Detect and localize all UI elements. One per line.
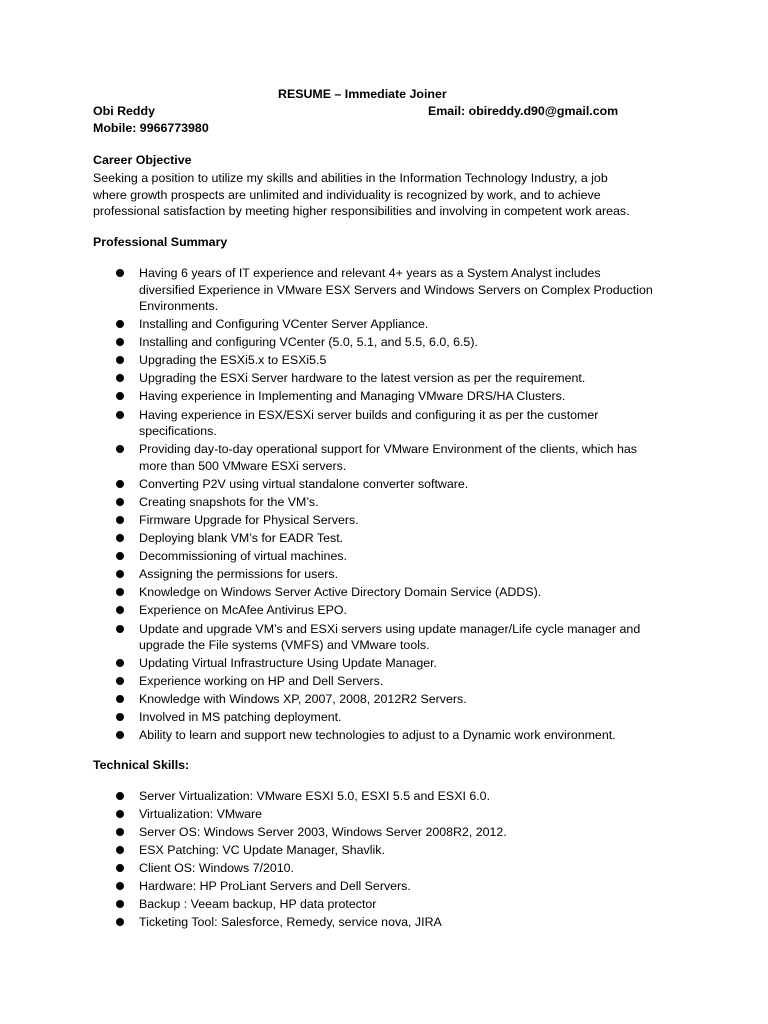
list-item-text [139, 727, 653, 744]
list-item [0, 566, 653, 583]
list-item-line: Environments. [139, 299, 219, 313]
list-item-text [139, 878, 507, 895]
bullet-icon [116, 731, 124, 739]
list-item-text [139, 388, 653, 405]
bullet-icon [116, 659, 124, 667]
list-item-line: Virtualization: VMware [139, 807, 263, 821]
bullet-icon [116, 846, 124, 854]
list-item-text [139, 602, 653, 619]
list-item-text [139, 691, 653, 708]
list-item [0, 727, 653, 744]
list-item-text [139, 407, 653, 440]
bullet-icon [116, 713, 124, 721]
list-item-text [139, 842, 507, 859]
list-item-text [139, 709, 653, 726]
bullet-icon [116, 570, 124, 578]
list-item-line: Backup : Veeam backup, HP data protector [139, 897, 377, 911]
candidate-name: Obi Reddy [93, 104, 155, 118]
list-item-line: Decommissioning of virtual machines. [139, 549, 347, 564]
list-item-text [139, 860, 507, 877]
list-item-line: Providing day-to-day operational support for VMware Environment of the clients, which has [139, 442, 637, 457]
list-item-text [139, 621, 653, 654]
bullet-icon [116, 338, 124, 346]
list-item [0, 788, 507, 805]
list-item [0, 548, 653, 565]
bullet-icon [116, 320, 124, 328]
list-item-line: Assigning the permissions for users. [139, 567, 339, 582]
bullet-icon [116, 534, 124, 542]
bullet-icon [116, 392, 124, 400]
list-item-line: Update and upgrade VM’s and ESXi servers using update manager/Life cycle manager and [139, 621, 641, 636]
list-item-line: Involved in MS patching deployment. [139, 710, 342, 725]
bullet-icon [116, 900, 124, 908]
list-item-line: more than 500 VMware ESXi servers. [139, 458, 347, 473]
list-item [0, 265, 653, 315]
list-item-line: Client OS: Windows 7/2010. [139, 861, 294, 875]
list-item-text [139, 673, 653, 690]
list-item-line: Converting P2V using virtual standalone converter software. [139, 476, 469, 491]
bullet-icon [116, 374, 124, 382]
list-item [0, 655, 653, 672]
list-item [0, 316, 653, 333]
bullet-icon [116, 810, 124, 818]
list-item-line: Installing and configuring VCenter (5.0, 5.1, and 5.5, 6.0, 6.5). [139, 335, 478, 350]
list-item-text [139, 265, 653, 315]
list-item-line: Upgrading the ESXi Server hardware to the latest version as per the requirement. [139, 371, 586, 386]
list-item [0, 602, 653, 619]
technical-skills-list [0, 788, 507, 932]
list-item [0, 914, 507, 931]
bullet-icon [116, 625, 124, 633]
list-item-text [139, 334, 653, 351]
list-item-text [139, 584, 653, 601]
objective-line: Seeking a position to utilize my skills and abilities in the Information Technology Industry, a job [93, 171, 608, 185]
list-item-line: Knowledge with Windows XP, 2007, 2008, 2012R2 Servers. [139, 692, 467, 707]
list-item-text [139, 655, 653, 672]
list-item-text [139, 566, 653, 583]
resume-title: RESUME – Immediate Joiner [278, 87, 447, 101]
bullet-icon [116, 588, 124, 596]
list-item-line: Having experience in ESX/ESXi server builds and configuring it as per the customer [139, 407, 599, 422]
bullet-icon [116, 269, 124, 277]
list-item-text [139, 806, 507, 823]
candidate-mobile: Mobile: 9966773980 [93, 121, 209, 135]
list-item-line: Creating snapshots for the VM’s. [139, 494, 319, 509]
list-item [0, 407, 653, 440]
list-item [0, 709, 653, 726]
bullet-icon [116, 677, 124, 685]
career-objective-text [93, 170, 693, 220]
list-item-text [139, 441, 653, 474]
list-item [0, 673, 653, 690]
candidate-email: Email: obireddy.d90@gmail.com [428, 104, 619, 118]
list-item-text [139, 512, 653, 529]
objective-line: where growth prospects are unlimited and individuality is recognized by work, and to achieve [93, 187, 601, 202]
list-item-line: Ticketing Tool: Salesforce, Remedy, service nova, JIRA [139, 915, 442, 929]
bullet-icon [116, 516, 124, 524]
list-item [0, 370, 653, 387]
list-item [0, 494, 653, 511]
list-item-text [139, 896, 507, 913]
list-item-text [139, 788, 507, 805]
list-item-line: specifications. [139, 424, 217, 439]
list-item-line: Knowledge on Windows Server Active Directory Domain Service (ADDS). [139, 585, 542, 600]
objective-line: professional satisfaction by meeting higher responsibilities and involving in competent work areas. [93, 204, 630, 218]
list-item-line: Experience working on HP and Dell Servers. [139, 674, 384, 689]
bullet-icon [116, 918, 124, 926]
list-item-line: Updating Virtual Infrastructure Using Update Manager. [139, 656, 437, 671]
bullet-icon [116, 498, 124, 506]
bullet-icon [116, 552, 124, 560]
list-item-line: Server OS: Windows Server 2003, Windows Server 2008R2, 2012. [139, 825, 507, 839]
list-item-line: Having 6 years of IT experience and relevant 4+ years as a System Analyst includes [139, 266, 601, 280]
list-item [0, 896, 507, 913]
list-item-text [139, 914, 507, 931]
bullet-icon [116, 356, 124, 364]
list-item [0, 476, 653, 493]
list-item [0, 352, 653, 369]
list-item [0, 878, 507, 895]
list-item-text [139, 548, 653, 565]
list-item [0, 530, 653, 547]
bullet-icon [116, 445, 124, 453]
list-item-text [139, 494, 653, 511]
list-item-line: Upgrading the ESXi5.x to ESXi5.5 [139, 353, 327, 368]
list-item-line: Firmware Upgrade for Physical Servers. [139, 512, 359, 527]
list-item [0, 584, 653, 601]
list-item-text [139, 530, 653, 547]
bullet-icon [116, 882, 124, 890]
list-item-line: diversified Experience in VMware ESX Servers and Windows Servers on Complex Production [139, 282, 653, 297]
list-item [0, 388, 653, 405]
list-item [0, 512, 653, 529]
bullet-icon [116, 411, 124, 419]
list-item [0, 691, 653, 708]
bullet-icon [116, 606, 124, 614]
list-item-text [139, 352, 653, 369]
list-item-line: upgrade the File systems (VMFS) and VMware tools. [139, 638, 430, 652]
list-item-line: Hardware: HP ProLiant Servers and Dell Servers. [139, 879, 411, 893]
career-objective-heading: Career Objective [93, 153, 192, 167]
list-item [0, 806, 507, 823]
list-item [0, 621, 653, 654]
list-item [0, 441, 653, 474]
professional-summary-heading: Professional Summary [93, 235, 228, 249]
list-item-text [139, 476, 653, 493]
bullet-icon [116, 864, 124, 872]
bullet-icon [116, 792, 124, 800]
bullet-icon [116, 828, 124, 836]
technical-skills-heading: Technical Skills: [93, 758, 190, 772]
list-item-text [139, 824, 507, 841]
professional-summary-list [0, 265, 653, 746]
list-item-text [139, 316, 653, 333]
list-item [0, 334, 653, 351]
list-item [0, 824, 507, 841]
list-item-line: Having experience in Implementing and Managing VMware DRS/HA Clusters. [139, 389, 566, 404]
list-item [0, 842, 507, 859]
bullet-icon [116, 695, 124, 703]
list-item-line: Experience on McAfee Antivirus EPO. [139, 603, 347, 618]
list-item-line: Deploying blank VM’s for EADR Test. [139, 531, 344, 546]
list-item-line: Server Virtualization: VMware ESXI 5.0, ESXI 5.5 and ESXI 6.0. [139, 789, 491, 803]
list-item-text [139, 370, 653, 387]
list-item [0, 860, 507, 877]
list-item-line: Ability to learn and support new technologies to adjust to a Dynamic work environment. [139, 728, 616, 743]
list-item-line: Installing and Configuring VCenter Server Appliance. [139, 317, 429, 332]
bullet-icon [116, 480, 124, 488]
list-item-line: ESX Patching: VC Update Manager, Shavlik. [139, 843, 385, 857]
